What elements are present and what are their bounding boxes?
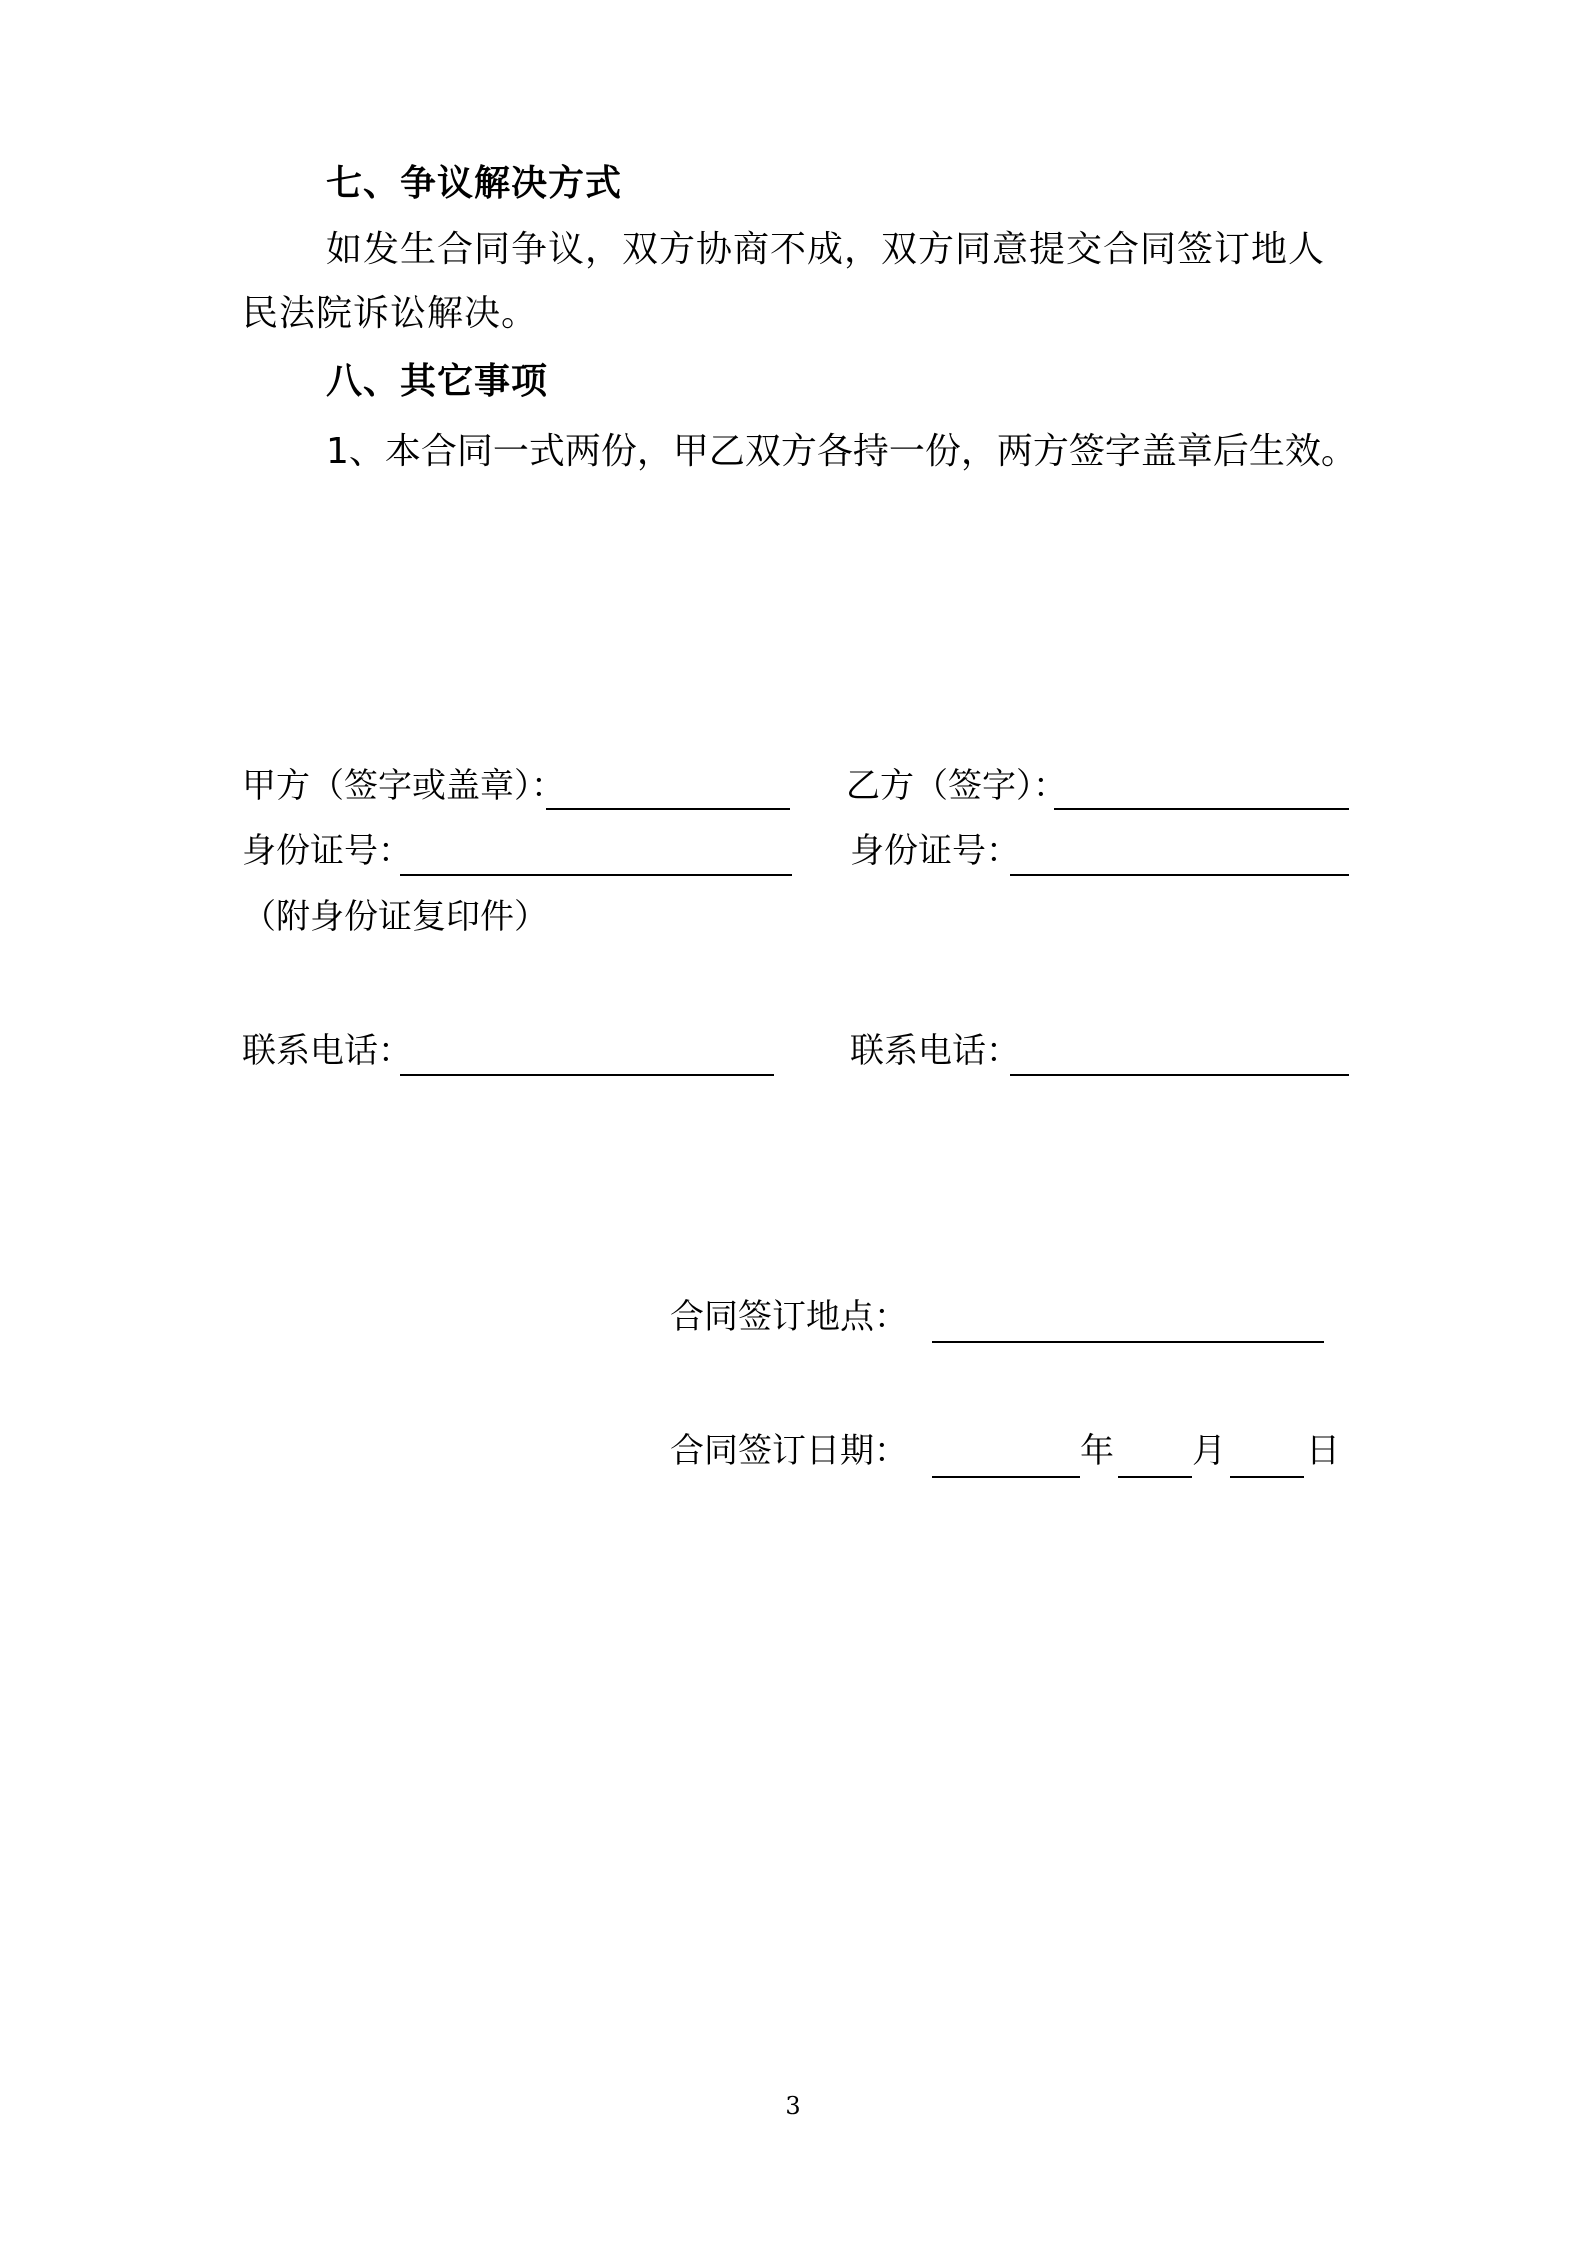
page-number: 3: [785, 2092, 801, 2120]
party-a-phone-blank[interactable]: [400, 1074, 774, 1076]
party-b-sign-label: 乙方（签字）：: [846, 766, 1067, 806]
contract-month-unit: 月: [1192, 1431, 1226, 1471]
party-b-phone-blank[interactable]: [1010, 1074, 1349, 1076]
contract-day-unit: 日: [1306, 1431, 1340, 1471]
contract-year-blank[interactable]: [932, 1476, 1080, 1478]
contract-year-unit: 年: [1080, 1431, 1114, 1471]
party-b-id-label: 身份证号：: [850, 831, 1020, 871]
contract-month-blank[interactable]: [1118, 1476, 1192, 1478]
contract-day-blank[interactable]: [1230, 1476, 1304, 1478]
contract-place-label: 合同签订地点：: [670, 1297, 908, 1337]
contract-date-label: 合同签订日期：: [670, 1431, 908, 1471]
section-heading-dispute: 七、争议解决方式: [326, 163, 623, 204]
party-a-phone-label: 联系电话：: [242, 1031, 412, 1071]
party-b-phone-label: 联系电话：: [850, 1031, 1020, 1071]
party-b-id-blank[interactable]: [1010, 874, 1349, 876]
party-a-id-note: （附身份证复印件）: [242, 897, 548, 937]
section-heading-other: 八、其它事项: [326, 361, 549, 402]
paragraph-dispute-line-2: 民法院诉讼解决。: [242, 293, 539, 334]
party-a-id-label: 身份证号：: [242, 831, 412, 871]
paragraph-dispute-line-1: 如发生合同争议，双方协商不成，双方同意提交合同签订地人: [326, 229, 1326, 270]
party-a-sign-blank[interactable]: [546, 808, 790, 810]
party-a-sign-label: 甲方（签字或盖章）：: [242, 766, 565, 806]
party-a-id-blank[interactable]: [400, 874, 792, 876]
contract-place-blank[interactable]: [932, 1341, 1324, 1343]
paragraph-other-item-1: 1、本合同一式两份，甲乙双方各持一份，两方签字盖章后生效。: [326, 431, 1357, 472]
party-b-sign-blank[interactable]: [1054, 808, 1349, 810]
